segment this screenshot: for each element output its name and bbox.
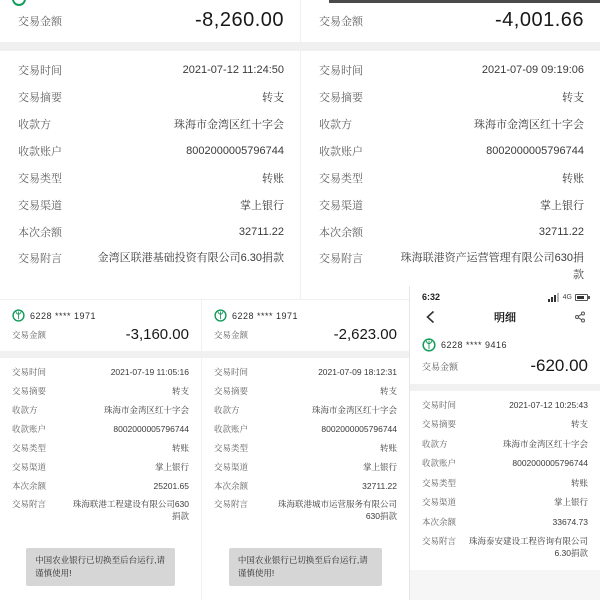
row-time bbox=[12, 362, 189, 381]
bank-logo-icon bbox=[422, 338, 436, 352]
row-payee-account bbox=[214, 419, 397, 438]
field-label: 收款账户 bbox=[319, 145, 363, 158]
field-value: 珠海市金湾区红十字会 bbox=[502, 438, 588, 449]
row-memo bbox=[422, 532, 588, 560]
detail-list bbox=[202, 358, 409, 523]
amount-value: -620.00 bbox=[530, 356, 588, 375]
row-channel bbox=[18, 191, 284, 218]
row-time bbox=[18, 56, 284, 83]
section-divider bbox=[0, 351, 201, 358]
section-divider bbox=[0, 42, 300, 51]
field-label: 交易时间 bbox=[319, 64, 363, 77]
field-label: 交易渠道 bbox=[422, 497, 457, 508]
row-summary bbox=[18, 83, 284, 110]
share-icon bbox=[574, 311, 586, 323]
detail-list bbox=[0, 51, 300, 272]
row-payee bbox=[18, 110, 284, 137]
field-value: 2021-07-09 18:12:31 bbox=[318, 366, 397, 377]
field-label: 交易时间 bbox=[422, 399, 457, 410]
share-button[interactable] bbox=[572, 309, 588, 325]
field-value: 转账 bbox=[562, 172, 584, 185]
section-divider bbox=[202, 351, 409, 358]
row-payee bbox=[319, 110, 584, 137]
amount-label: 交易金额 bbox=[319, 15, 363, 28]
field-label: 交易渠道 bbox=[319, 199, 363, 212]
field-label: 本次余额 bbox=[214, 480, 249, 491]
receipt-bottom-middle bbox=[202, 300, 409, 600]
amount-value: -8,260.00 bbox=[194, 9, 284, 31]
amount-row bbox=[301, 0, 600, 42]
field-label: 交易类型 bbox=[18, 172, 62, 185]
row-type bbox=[214, 438, 397, 457]
background-run-toast: 中国农业银行已切换至后台运行,请谨慎使用! bbox=[229, 548, 382, 586]
field-value: 33674.73 bbox=[552, 516, 588, 527]
field-value: 珠海联港资产运营管理有限公司630捐款 bbox=[400, 252, 584, 282]
field-label: 交易摘要 bbox=[319, 91, 363, 104]
row-type bbox=[319, 164, 584, 191]
bank-logo-icon bbox=[214, 309, 227, 322]
field-value: 掌上银行 bbox=[553, 497, 588, 508]
receipt-top-right bbox=[301, 0, 600, 299]
signal-icon bbox=[548, 293, 560, 302]
row-payee-account bbox=[422, 454, 588, 474]
field-label: 交易附言 bbox=[12, 499, 47, 509]
field-value: 8002000005796744 bbox=[113, 423, 189, 434]
card-row bbox=[410, 329, 600, 352]
battery-icon bbox=[575, 294, 588, 301]
field-value: 珠海市金湾区红十字会 bbox=[311, 404, 397, 415]
back-button[interactable] bbox=[422, 309, 438, 325]
status-icons bbox=[548, 293, 588, 302]
field-label: 交易附言 bbox=[319, 253, 363, 265]
card-row bbox=[0, 300, 201, 322]
section-divider bbox=[410, 384, 600, 391]
field-value: 掌上银行 bbox=[540, 199, 584, 212]
amount-value: -2,623.00 bbox=[333, 326, 397, 343]
phone-detail-screen bbox=[410, 286, 600, 600]
field-value: 8002000005796744 bbox=[186, 144, 284, 157]
status-bar bbox=[410, 286, 600, 302]
field-label: 收款方 bbox=[214, 404, 240, 415]
field-label: 交易摘要 bbox=[18, 91, 62, 104]
field-value: 32711.22 bbox=[362, 480, 397, 491]
field-value: 转支 bbox=[562, 91, 584, 104]
field-value: 转支 bbox=[262, 91, 284, 104]
field-label: 交易时间 bbox=[12, 366, 47, 377]
card-row bbox=[202, 300, 409, 322]
field-value: 转账 bbox=[379, 442, 397, 453]
row-time bbox=[422, 395, 588, 415]
field-value: 珠海市金湾区红十字会 bbox=[174, 118, 284, 131]
field-value: 32711.22 bbox=[538, 225, 584, 238]
field-value: 珠海联港工程建设有限公司630捐款 bbox=[72, 499, 189, 522]
field-value: 转账 bbox=[570, 477, 588, 488]
background-run-toast: 中国农业银行已切换至后台运行,请谨慎使用! bbox=[26, 548, 175, 586]
row-summary bbox=[319, 83, 584, 110]
field-label: 交易类型 bbox=[12, 442, 47, 453]
amount-row bbox=[410, 352, 600, 384]
amount-value: -4,001.66 bbox=[494, 9, 584, 31]
row-balance bbox=[422, 512, 588, 532]
field-label: 交易附言 bbox=[214, 499, 249, 509]
row-type bbox=[12, 438, 189, 457]
detail-list bbox=[0, 358, 201, 523]
row-balance bbox=[12, 476, 189, 495]
field-value: 掌上银行 bbox=[240, 199, 284, 212]
detail-list bbox=[410, 391, 600, 559]
row-balance bbox=[319, 218, 584, 245]
row-memo bbox=[18, 245, 284, 272]
screenshot-crop-strip bbox=[329, 0, 600, 3]
row-type bbox=[422, 473, 588, 493]
field-label: 交易时间 bbox=[18, 64, 62, 77]
field-value: 25201.65 bbox=[153, 480, 189, 491]
field-label: 交易时间 bbox=[214, 366, 249, 377]
field-value: 32711.22 bbox=[238, 225, 284, 238]
bank-logo-icon bbox=[12, 309, 25, 322]
field-label: 交易渠道 bbox=[12, 461, 47, 472]
field-value: 转账 bbox=[262, 172, 284, 185]
field-value: 珠海泰安建设工程咨询有限公司6.30捐款 bbox=[468, 535, 588, 558]
amount-row bbox=[202, 322, 409, 351]
field-label: 收款方 bbox=[18, 118, 51, 131]
field-label: 交易附言 bbox=[422, 535, 457, 546]
row-summary bbox=[422, 415, 588, 435]
row-time bbox=[319, 56, 584, 83]
field-label: 收款账户 bbox=[422, 458, 457, 469]
row-memo bbox=[214, 495, 397, 523]
field-label: 交易摘要 bbox=[214, 385, 249, 396]
row-memo bbox=[12, 495, 189, 523]
field-label: 收款账户 bbox=[12, 423, 47, 434]
field-label: 收款方 bbox=[12, 404, 38, 415]
row-payee bbox=[214, 400, 397, 419]
field-label: 交易摘要 bbox=[422, 419, 457, 430]
receipt-top-left bbox=[0, 0, 300, 299]
field-value: 转支 bbox=[570, 419, 588, 430]
field-value: 2021-07-12 10:25:43 bbox=[509, 399, 588, 410]
field-label: 交易类型 bbox=[214, 442, 249, 453]
card-number: 6228 **** 1971 bbox=[232, 310, 299, 321]
section-divider bbox=[301, 42, 600, 51]
amount-row bbox=[0, 0, 300, 42]
card-number: 6228 **** 1971 bbox=[30, 310, 97, 321]
field-label: 交易渠道 bbox=[18, 199, 62, 212]
field-label: 收款方 bbox=[319, 118, 352, 131]
field-label: 收款账户 bbox=[18, 145, 62, 158]
field-value: 珠海市金湾区红十字会 bbox=[474, 118, 584, 131]
row-type bbox=[18, 164, 284, 191]
field-value: 掌上银行 bbox=[154, 461, 189, 472]
amount-row bbox=[0, 322, 201, 351]
field-label: 交易摘要 bbox=[12, 385, 47, 396]
row-balance bbox=[214, 476, 397, 495]
detail-list bbox=[301, 51, 600, 284]
field-label: 本次余额 bbox=[319, 226, 363, 239]
field-value: 8002000005796744 bbox=[512, 458, 588, 469]
row-channel bbox=[422, 493, 588, 513]
field-label: 交易附言 bbox=[18, 253, 62, 265]
field-label: 本次余额 bbox=[12, 480, 47, 491]
row-memo bbox=[319, 245, 584, 284]
row-channel bbox=[214, 457, 397, 476]
row-payee bbox=[12, 400, 189, 419]
row-channel bbox=[319, 191, 584, 218]
row-balance bbox=[18, 218, 284, 245]
field-value: 金湾区联港基础投资有限公司6.30捐款 bbox=[97, 252, 284, 264]
row-channel bbox=[12, 457, 189, 476]
amount-label: 交易金额 bbox=[12, 329, 47, 340]
field-value: 转支 bbox=[379, 385, 397, 396]
field-value: 掌上银行 bbox=[362, 461, 397, 472]
status-time: 6:32 bbox=[422, 292, 441, 302]
receipt-bottom-left bbox=[0, 300, 201, 600]
nav-bar bbox=[410, 302, 600, 329]
field-value: 转账 bbox=[171, 442, 189, 453]
field-value: 珠海联港城市运营服务有限公司630捐款 bbox=[277, 499, 397, 522]
field-value: 8002000005796744 bbox=[321, 423, 397, 434]
row-payee-account bbox=[12, 419, 189, 438]
network-badge: 4G bbox=[562, 293, 572, 301]
field-value: 8002000005796744 bbox=[486, 144, 584, 157]
row-time bbox=[214, 362, 397, 381]
row-summary bbox=[12, 381, 189, 400]
field-value: 转支 bbox=[171, 385, 189, 396]
field-label: 本次余额 bbox=[422, 516, 457, 527]
field-label: 收款账户 bbox=[214, 423, 249, 434]
amount-value: -3,160.00 bbox=[125, 326, 189, 343]
field-value: 2021-07-12 11:24:50 bbox=[182, 63, 284, 76]
row-summary bbox=[214, 381, 397, 400]
footer-area bbox=[410, 570, 600, 600]
amount-label: 交易金额 bbox=[422, 361, 459, 372]
page-title: 明细 bbox=[494, 312, 516, 324]
chevron-left-icon bbox=[426, 310, 435, 324]
row-payee-account bbox=[319, 137, 584, 164]
field-value: 2021-07-19 11:05:16 bbox=[110, 366, 189, 377]
field-value: 珠海市金湾区红十字会 bbox=[103, 404, 189, 415]
field-value: 2021-07-09 09:19:06 bbox=[481, 63, 584, 76]
row-payee bbox=[422, 434, 588, 454]
field-label: 交易类型 bbox=[422, 477, 457, 488]
field-label: 交易类型 bbox=[319, 172, 363, 185]
field-label: 本次余额 bbox=[18, 226, 62, 239]
field-label: 交易渠道 bbox=[214, 461, 249, 472]
card-number: 6228 **** 9416 bbox=[441, 340, 508, 350]
amount-label: 交易金额 bbox=[214, 329, 249, 340]
row-payee-account bbox=[18, 137, 284, 164]
amount-label: 交易金额 bbox=[18, 15, 62, 28]
field-label: 收款方 bbox=[422, 438, 448, 449]
